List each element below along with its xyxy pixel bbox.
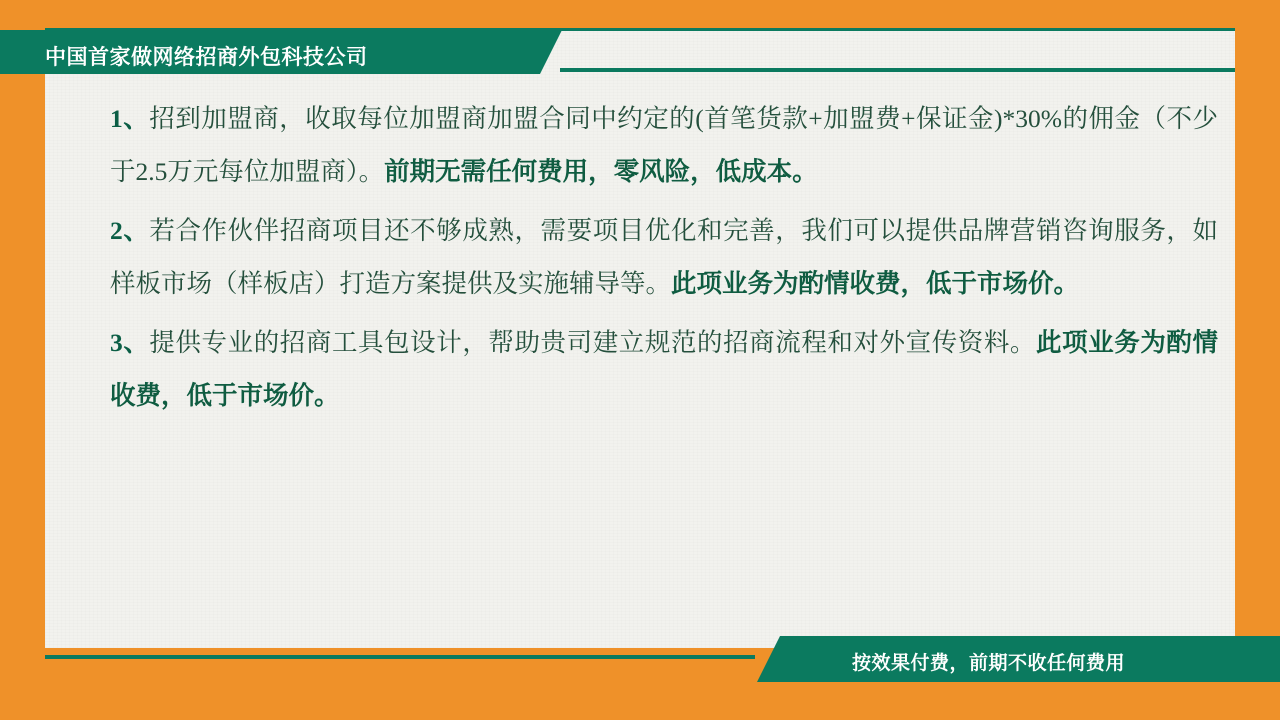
list-item-text: 提供专业的招商工具包设计，帮助贵司建立规范的招商流程和对外宣传资料。: [149, 328, 1037, 357]
list-item: [110, 204, 1218, 310]
list-item-text: 若合作伙伴招商项目还不够成熟，需要项目优化和完善，我们可以提供品牌营销咨询服务，如样板市场（样板店）打造方案提供及实施辅导等。: [110, 216, 1218, 298]
list-item-text: 招到加盟商，收取每位加盟商加盟合同中约定的(首笔货款+加盟费+保证金)*30%的佣金（不少于2.5万元每位加盟商）。: [110, 104, 1218, 186]
list-item-emphasis: 此项业务为酌情收费，低于市场价。: [110, 328, 1218, 410]
list-item: [110, 92, 1218, 198]
list-item-number: 2、: [110, 216, 150, 245]
list-item-number: 1、: [110, 104, 150, 133]
header-underline-rule: [560, 68, 1235, 72]
list-item: [110, 316, 1218, 422]
page-title: 中国首家做网络招商外包科技公司: [45, 46, 368, 69]
footer-rule: [45, 655, 755, 659]
list-item-emphasis: 此项业务为酌情收费，低于市场价。: [671, 269, 1080, 298]
list-item-number: 3、: [110, 328, 150, 357]
body-content: [110, 92, 1218, 428]
list-item-emphasis: 前期无需任何费用，零风险，低成本。: [384, 157, 818, 186]
footer-tagline: 按效果付费，前期不收任何费用: [852, 653, 1126, 674]
